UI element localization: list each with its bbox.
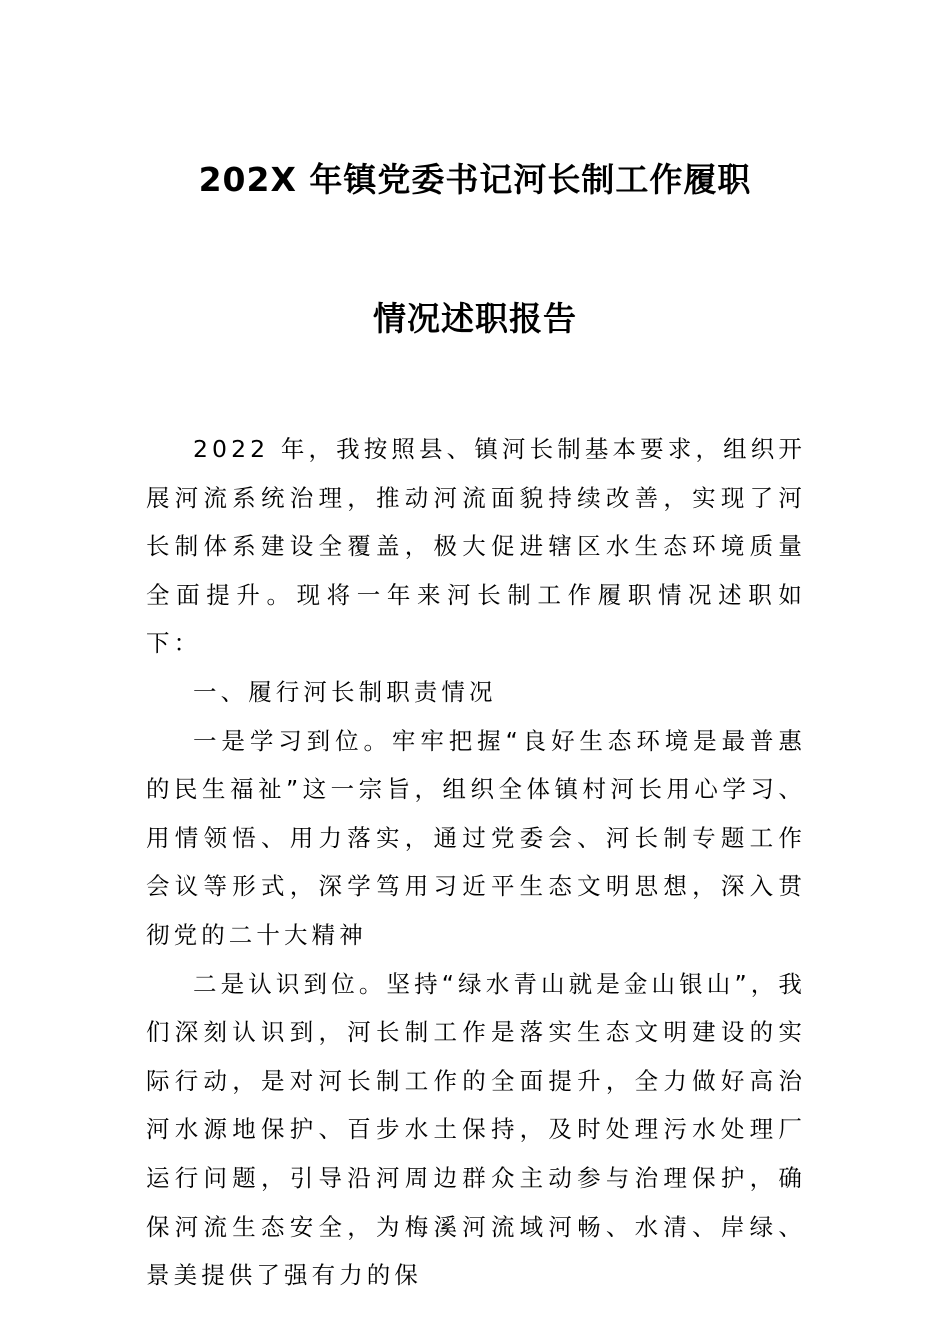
document-title-line-1: 202X 年镇党委书记河长制工作履职 (198, 160, 752, 199)
paragraph-intro: 2022 年，我按照县、镇河长制基本要求，组织开展河流系统治理，推动河流面貌持续改善，实现了河长制体系建设全覆盖，极大促进辖区水生态环境质量全面提升。现将一年来河长制工作履职情况述职如下： (146, 435, 806, 658)
document-body (146, 425, 806, 1300)
paragraph-study: 一是学习到位。牢牢把握“良好生态环境是最普惠的民生福祉”这一宗旨，组织全体镇村河长用心学习、用情领悟、用力落实，通过党委会、河长制专题工作会议等形式，深学笃用习近平生态文明思想，深入贯彻党的二十大精神 (146, 726, 806, 949)
section-heading-1: 一、履行河长制职责情况 (193, 677, 497, 706)
paragraph-awareness: 二是认识到位。坚持“绿水青山就是金山银山”，我们深刻认识到，河长制工作是落实生态文明建设的实际行动，是对河长制工作的全面提升，全力做好高治河水源地保护、百步水土保持，及时处理污水处理厂运行问题，引导沿河周边群众主动参与治理保护，确保河流生态安全，为梅溪河流域河畅、水清、岸绿、景美提供了强有力的保 (146, 969, 806, 1290)
document-title-line-2: 情况述职报告 (373, 299, 577, 338)
